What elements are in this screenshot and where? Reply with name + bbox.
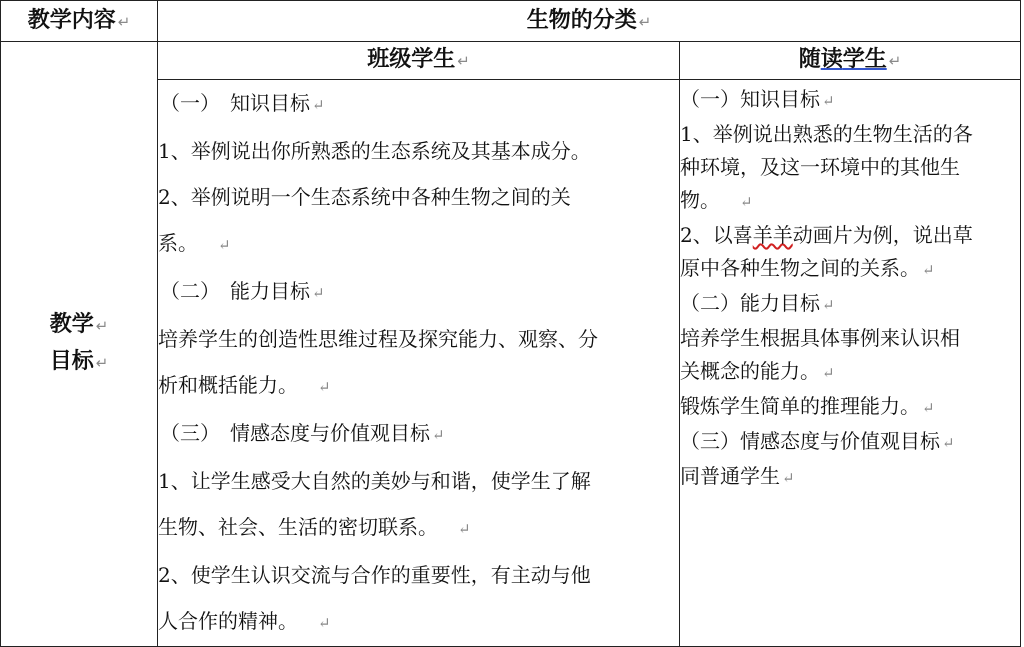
auditing-knowledge-item-2b: 原中各种生物之间的关系。 ↵ bbox=[680, 256, 935, 280]
class-ability-item-1a: 培养学生的创造性思维过程及探究能力、观察、分 bbox=[158, 327, 598, 351]
class-knowledge-item-2a: 2、举例说明一个生态系统中各种生物之间的关 bbox=[158, 185, 571, 209]
return-mark: ↵ bbox=[638, 12, 652, 31]
return-mark: ↵ bbox=[95, 354, 109, 372]
auditing-ability-item-1a: 培养学生根据具体事例来认识相 bbox=[680, 326, 960, 350]
column-header-row bbox=[1, 42, 1021, 80]
class-emotion-item-2b: 人合作的精神。 ↵ bbox=[158, 609, 331, 633]
topic-title: 生物的分类 bbox=[526, 7, 637, 33]
auditing-ability-item-2: 锻炼学生简单的推理能力。 ↵ bbox=[680, 394, 935, 418]
goal-label-line1: 教学 ↵ bbox=[49, 312, 109, 337]
header-row bbox=[1, 1, 1021, 42]
class-knowledge-title: （一） 知识目标 ↵ bbox=[160, 91, 325, 115]
class-ability-item-1b: 析和概括能力。 ↵ bbox=[158, 373, 331, 397]
class-knowledge-item-2b: 系。 ↵ bbox=[158, 231, 231, 255]
auditing-knowledge-item-1c: 物。 ↵ bbox=[680, 188, 753, 212]
return-mark: ↵ bbox=[888, 52, 902, 70]
topic-cell bbox=[158, 1, 1021, 42]
auditing-emotion-item-1: 同普通学生 ↵ bbox=[680, 464, 795, 488]
auditing-goals-cell bbox=[680, 80, 1021, 647]
class-ability-title: （二） 能力目标 ↵ bbox=[160, 279, 325, 303]
auditing-ability-item-1b: 关概念的能力。 ↵ bbox=[680, 359, 835, 383]
auditing-emotion-title: （三）情感态度与价值观目标 ↵ bbox=[680, 429, 955, 453]
auditing-knowledge-item-2a: 2、以喜羊羊动画片为例，说出草 bbox=[680, 223, 973, 247]
auditing-knowledge-item-1b: 种环境，及这一环境中的其他生 bbox=[680, 155, 960, 179]
return-mark: ↵ bbox=[457, 52, 470, 70]
class-emotion-item-1a: 1、让学生感受大自然的美妙与和谐，使学生了解 bbox=[158, 469, 591, 493]
auditing-students-header bbox=[680, 42, 1021, 80]
class-goals-cell bbox=[158, 80, 680, 647]
goal-label-line2: 目标 ↵ bbox=[49, 349, 109, 374]
class-emotion-item-2a: 2、使学生认识交流与合作的重要性，有主动与他 bbox=[158, 563, 591, 587]
return-mark: ↵ bbox=[95, 317, 109, 335]
goal-label-cell bbox=[1, 42, 158, 647]
content-label-cell bbox=[1, 1, 158, 42]
class-knowledge-item-1: 1、举例说出你所熟悉的生态系统及其基本成分。 bbox=[158, 139, 591, 163]
auditing-ability-title: （二）能力目标 ↵ bbox=[680, 291, 835, 315]
spellcheck-squiggle: 羊羊 bbox=[752, 223, 793, 247]
class-emotion-title: （三） 情感态度与价值观目标 ↵ bbox=[160, 421, 445, 445]
class-students-header bbox=[158, 42, 680, 80]
return-mark: ↵ bbox=[117, 12, 131, 31]
class-emotion-item-1b: 生物、社会、生活的密切联系。 ↵ bbox=[158, 515, 471, 539]
auditing-knowledge-title: （一）知识目标 ↵ bbox=[680, 87, 835, 111]
auditing-knowledge-item-1a: 1、举例说出熟悉的生物生活的各 bbox=[680, 122, 973, 146]
class-students-label: 班级学生 bbox=[367, 47, 456, 72]
auditing-students-label: 随读学生 bbox=[798, 47, 887, 72]
content-label: 教学内容 bbox=[27, 7, 116, 33]
